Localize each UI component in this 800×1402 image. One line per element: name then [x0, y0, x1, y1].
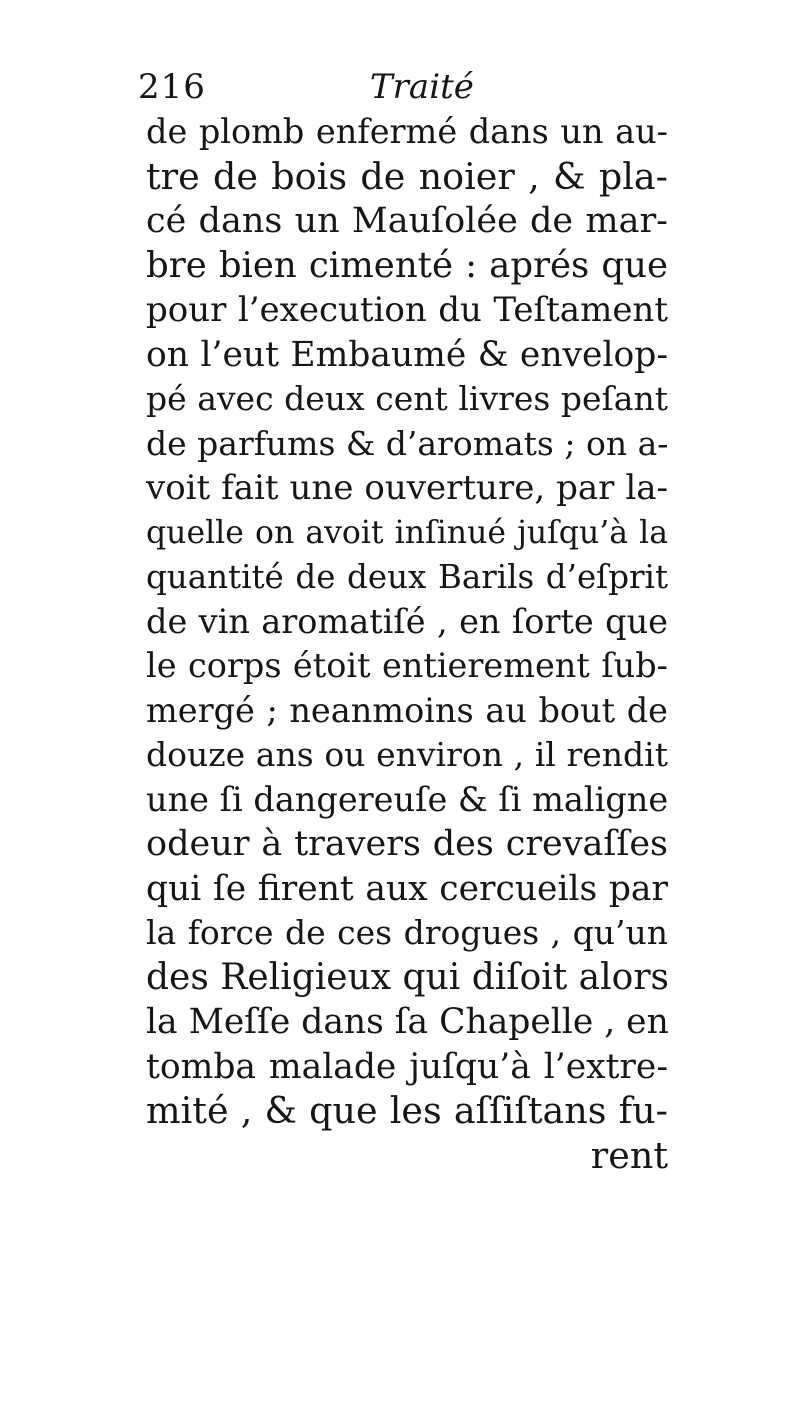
text-line: quelle on avoit inſinué juſqu’à la — [146, 514, 668, 551]
text-line: pé avec deux cent livres peſant — [146, 379, 668, 418]
text-line: qui ſe firent aux cercueils par — [146, 868, 668, 909]
body-text — [146, 110, 668, 1178]
page-number: 216 — [138, 67, 206, 107]
text-line: odeur à travers des crevaſſes — [146, 824, 668, 864]
text-line: des Religieux qui diſoit alors — [146, 956, 670, 998]
text-line: on l’eut Embaumé & envelop- — [146, 334, 668, 375]
text-line: pour l’execution du Teſtament — [146, 290, 668, 330]
text-line: tre de bois de noier , & pla- — [146, 154, 668, 198]
text-line: quantité de deux Barils d’eſprit — [146, 558, 668, 596]
running-title: Traité — [370, 67, 474, 107]
text-line: de plomb enfermé dans un au- — [146, 112, 668, 151]
text-line: de parfums & d’aromats ; on a- — [146, 423, 669, 463]
text-line: le corps étoit entierement ſub- — [146, 646, 668, 685]
text-line: cé dans un Mauſolée de mar- — [146, 201, 668, 241]
text-line: mité , & que les aſſiſtans fu- — [146, 1089, 668, 1132]
text-line: voit fait une ouverture, par la- — [146, 468, 668, 508]
text-line: tomba malade juſqu’à l’extre- — [146, 1046, 668, 1087]
text-line: mergé ; neanmoins au bout de — [146, 690, 668, 730]
text-line: une ſi dangereuſe & ſi maligne — [146, 779, 669, 819]
text-line: la force de ces drogues , qu’un — [146, 913, 668, 952]
text-line: bre bien cimenté : aprés que — [146, 244, 668, 286]
text-line: la Meſſe dans ſa Chapelle , en — [146, 1002, 669, 1042]
text-line: de vin aromatiſé , en ſorte que — [146, 601, 668, 641]
page-header — [138, 62, 668, 112]
text-line: douze ans ou environ , il rendit — [146, 735, 668, 774]
catchword: rent — [590, 1133, 668, 1177]
